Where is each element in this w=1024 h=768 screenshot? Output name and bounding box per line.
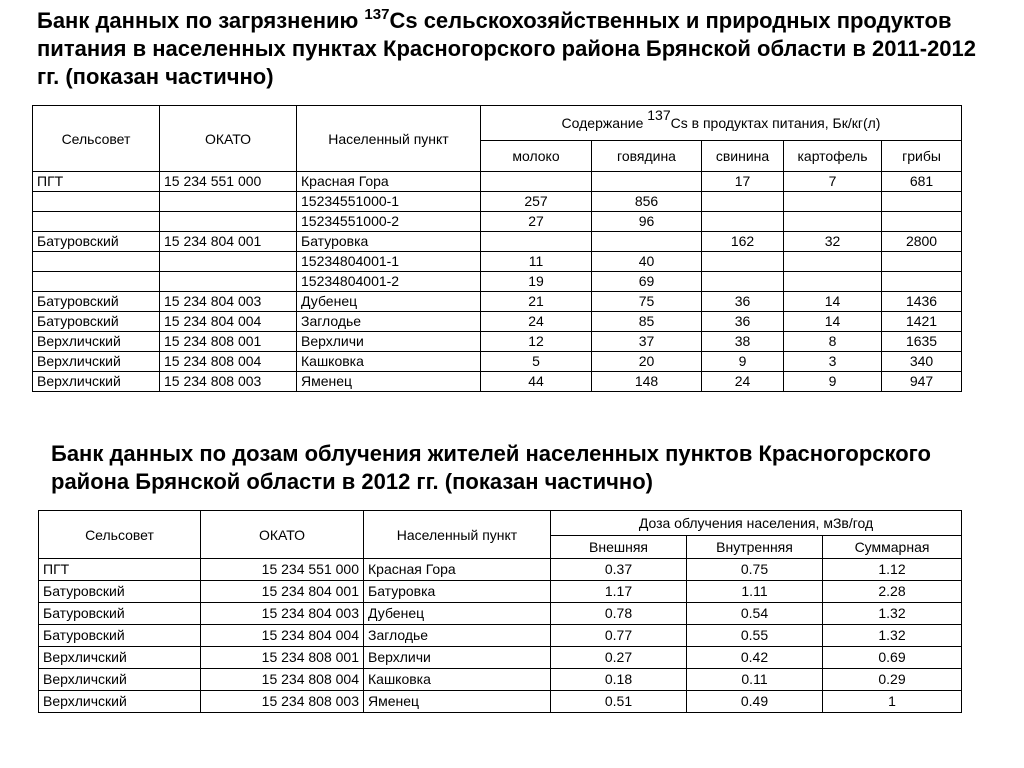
cell-settlement: Батуровка (364, 581, 551, 603)
header-potato: картофель (784, 141, 882, 172)
cell-potato: 32 (784, 232, 882, 252)
cell-total: 1 (823, 691, 962, 713)
cell-mushrooms (882, 192, 962, 212)
cell-pork: 162 (702, 232, 784, 252)
table-row (39, 625, 962, 647)
cell-milk: 21 (481, 292, 592, 312)
cell-potato: 9 (784, 372, 882, 392)
table-row (33, 192, 962, 212)
cell-total: 1.32 (823, 603, 962, 625)
cell-potato: 14 (784, 292, 882, 312)
cell-okato: 15 234 808 004 (160, 352, 297, 372)
cell-pork (702, 272, 784, 292)
cell-external: 0.27 (551, 647, 687, 669)
cell-pork (702, 252, 784, 272)
cell-total: 1.12 (823, 559, 962, 581)
cell-potato (784, 272, 882, 292)
header-settlement: Населенный пункт (297, 106, 481, 172)
cell-beef: 96 (592, 212, 702, 232)
header-mushrooms: грибы (882, 141, 962, 172)
cell-okato: 15 234 808 003 (201, 691, 364, 713)
cell-potato (784, 192, 882, 212)
header-total: Суммарная (823, 536, 962, 559)
cell-settlement: 15234551000-2 (297, 212, 481, 232)
cell-okato: 15 234 551 000 (160, 172, 297, 192)
cell-beef: 75 (592, 292, 702, 312)
cell-okato: 15 234 804 001 (160, 232, 297, 252)
cell-beef: 40 (592, 252, 702, 272)
header-group-suffix: Cs в продуктах питания, Бк/кг(л) (670, 115, 881, 131)
cell-potato (784, 212, 882, 232)
cell-okato (160, 272, 297, 292)
heading-contamination (37, 7, 997, 91)
header-selsovet: Сельсовет (33, 106, 160, 172)
cell-mushrooms (882, 212, 962, 232)
cell-milk: 19 (481, 272, 592, 292)
cell-external: 0.78 (551, 603, 687, 625)
cell-okato (160, 192, 297, 212)
cell-beef (592, 172, 702, 192)
cell-selsovet (33, 272, 160, 292)
cell-selsovet: Верхличский (33, 352, 160, 372)
cell-milk: 44 (481, 372, 592, 392)
cell-selsovet (33, 252, 160, 272)
table-row (33, 332, 962, 352)
cell-total: 2.28 (823, 581, 962, 603)
cell-internal: 0.49 (687, 691, 823, 713)
header-okato: ОКАТО (201, 511, 364, 559)
cell-beef: 20 (592, 352, 702, 372)
cell-beef: 148 (592, 372, 702, 392)
cell-selsovet: Батуровский (33, 312, 160, 332)
header-milk: молоко (481, 141, 592, 172)
header-group-prefix: Содержание (561, 115, 648, 131)
cell-okato: 15 234 808 001 (201, 647, 364, 669)
cell-external: 0.51 (551, 691, 687, 713)
cell-selsovet (33, 192, 160, 212)
cell-okato: 15 234 804 003 (201, 603, 364, 625)
table-row (33, 372, 962, 392)
cell-okato: 15 234 804 004 (160, 312, 297, 332)
cell-settlement: 15234551000-1 (297, 192, 481, 212)
cell-settlement: Красная Гора (364, 559, 551, 581)
cell-settlement: Яменец (297, 372, 481, 392)
cell-selsovet: Батуровский (33, 232, 160, 252)
cell-okato: 15 234 804 004 (201, 625, 364, 647)
cell-beef: 37 (592, 332, 702, 352)
cell-settlement: Дубенец (364, 603, 551, 625)
cell-settlement: Красная Гора (297, 172, 481, 192)
cell-mushrooms: 1436 (882, 292, 962, 312)
cell-okato: 15 234 804 003 (160, 292, 297, 312)
cell-mushrooms (882, 252, 962, 272)
cell-internal: 0.42 (687, 647, 823, 669)
cell-pork: 9 (702, 352, 784, 372)
table-row (39, 691, 962, 713)
header-group-superscript: 137 (647, 107, 671, 123)
table-row (33, 172, 962, 192)
table-row (39, 669, 962, 691)
cell-milk: 11 (481, 252, 592, 272)
cell-internal: 0.54 (687, 603, 823, 625)
cell-external: 0.18 (551, 669, 687, 691)
cell-total: 0.69 (823, 647, 962, 669)
cell-settlement: Батуровка (297, 232, 481, 252)
table-row (39, 559, 962, 581)
cell-pork: 24 (702, 372, 784, 392)
header-dose-group: Доза облучения населения, мЗв/год (551, 511, 962, 536)
cell-pork (702, 212, 784, 232)
cell-mushrooms (882, 272, 962, 292)
cell-pork: 36 (702, 292, 784, 312)
heading-contamination-prefix: Банк данных по загрязнению (37, 8, 365, 33)
cell-potato: 7 (784, 172, 882, 192)
cell-selsovet: Верхличский (33, 372, 160, 392)
cell-external: 0.77 (551, 625, 687, 647)
cell-selsovet: Верхличский (33, 332, 160, 352)
cell-settlement: Заглодье (364, 625, 551, 647)
cell-okato: 15 234 551 000 (201, 559, 364, 581)
cell-potato: 14 (784, 312, 882, 332)
table-row (33, 212, 962, 232)
cell-pork: 36 (702, 312, 784, 332)
cell-beef: 85 (592, 312, 702, 332)
heading-doses: Банк данных по дозам облучения жителей населенных пунктов Красногорского района Брянской области в 2012 гг. (показан частично) (51, 441, 931, 494)
header-external: Внешняя (551, 536, 687, 559)
table-row (33, 352, 962, 372)
cell-selsovet: Батуровский (39, 581, 201, 603)
cell-milk: 27 (481, 212, 592, 232)
table-row (33, 232, 962, 252)
table-row (33, 292, 962, 312)
cell-settlement: Заглодье (297, 312, 481, 332)
cell-settlement: 15234804001-1 (297, 252, 481, 272)
cell-okato (160, 252, 297, 272)
table-row (33, 312, 962, 332)
cell-milk: 12 (481, 332, 592, 352)
cell-settlement: 15234804001-2 (297, 272, 481, 292)
cell-beef: 856 (592, 192, 702, 212)
contamination-table (32, 105, 962, 392)
table-row (33, 272, 962, 292)
cell-potato (784, 252, 882, 272)
cell-pork: 17 (702, 172, 784, 192)
cell-mushrooms: 340 (882, 352, 962, 372)
cell-okato: 15 234 808 003 (160, 372, 297, 392)
cell-total: 1.32 (823, 625, 962, 647)
table-row (39, 647, 962, 669)
cell-selsovet: Верхличский (39, 691, 201, 713)
cell-settlement: Верхличи (364, 647, 551, 669)
cell-internal: 0.55 (687, 625, 823, 647)
cell-internal: 0.11 (687, 669, 823, 691)
cell-settlement: Дубенец (297, 292, 481, 312)
cell-settlement: Кашковка (297, 352, 481, 372)
cell-internal: 1.11 (687, 581, 823, 603)
cell-mushrooms: 2800 (882, 232, 962, 252)
cell-external: 1.17 (551, 581, 687, 603)
cell-settlement: Верхличи (297, 332, 481, 352)
header-pork: свинина (702, 141, 784, 172)
cell-okato: 15 234 808 004 (201, 669, 364, 691)
cell-milk: 257 (481, 192, 592, 212)
cell-beef (592, 232, 702, 252)
cell-selsovet: Батуровский (39, 625, 201, 647)
cell-okato (160, 212, 297, 232)
cell-mushrooms: 681 (882, 172, 962, 192)
cell-settlement: Яменец (364, 691, 551, 713)
cell-selsovet: ПГТ (39, 559, 201, 581)
cell-okato: 15 234 808 001 (160, 332, 297, 352)
header-settlement: Населенный пункт (364, 511, 551, 559)
cell-selsovet (33, 212, 160, 232)
cell-pork: 38 (702, 332, 784, 352)
heading-isotope-superscript: 137 (364, 6, 390, 23)
cell-internal: 0.75 (687, 559, 823, 581)
cell-pork (702, 192, 784, 212)
dose-table (38, 510, 962, 713)
cell-milk (481, 172, 592, 192)
cell-total: 0.29 (823, 669, 962, 691)
header-okato: ОКАТО (160, 106, 297, 172)
cell-selsovet: Верхличский (39, 669, 201, 691)
cell-okato: 15 234 804 001 (201, 581, 364, 603)
heading-contamination-suffix: Cs сельскохозяйственных и природных продуктов питания в населенных пунктах Красногорского района Брянской области в 2011-2012 гг. (показан частично) (37, 8, 977, 89)
cell-selsovet: ПГТ (33, 172, 160, 192)
header-internal: Внутренняя (687, 536, 823, 559)
cell-milk: 24 (481, 312, 592, 332)
header-selsovet: Сельсовет (39, 511, 201, 559)
cell-milk (481, 232, 592, 252)
cell-mushrooms: 1421 (882, 312, 962, 332)
table-row (39, 603, 962, 625)
cell-selsovet: Батуровский (39, 603, 201, 625)
cell-mushrooms: 1635 (882, 332, 962, 352)
cell-potato: 3 (784, 352, 882, 372)
cell-mushrooms: 947 (882, 372, 962, 392)
cell-external: 0.37 (551, 559, 687, 581)
header-cs-content-group (481, 106, 962, 141)
cell-settlement: Кашковка (364, 669, 551, 691)
table-row (39, 581, 962, 603)
header-beef: говядина (592, 141, 702, 172)
cell-beef: 69 (592, 272, 702, 292)
cell-selsovet: Батуровский (33, 292, 160, 312)
table-row (33, 252, 962, 272)
cell-selsovet: Верхличский (39, 647, 201, 669)
cell-milk: 5 (481, 352, 592, 372)
cell-potato: 8 (784, 332, 882, 352)
